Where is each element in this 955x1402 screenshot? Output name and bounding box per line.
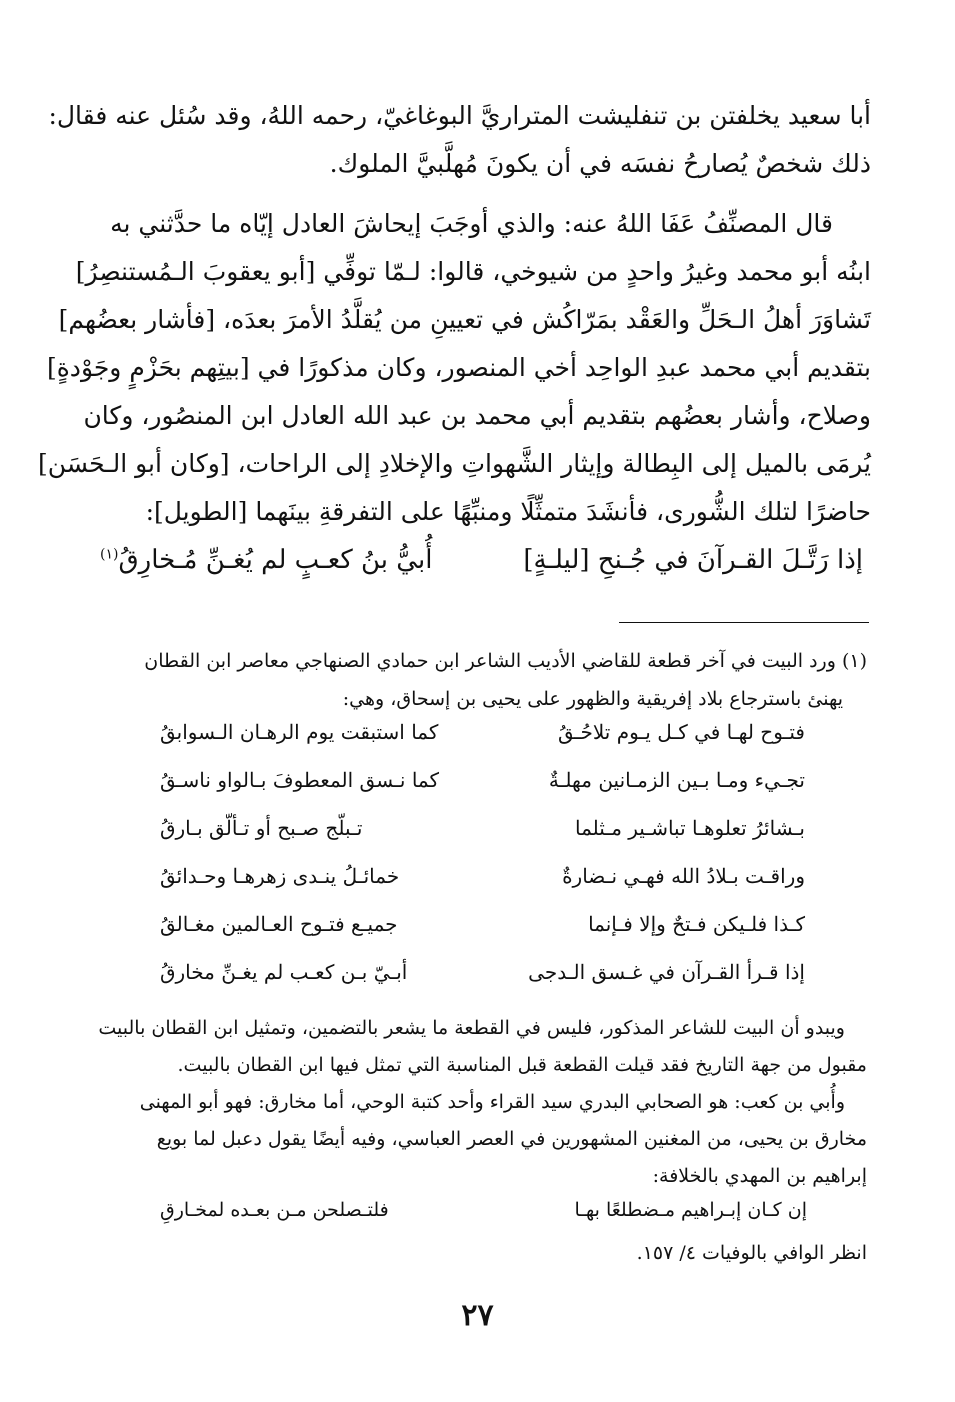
poem-verse — [160, 904, 805, 952]
poem-verse — [160, 808, 805, 856]
footnote-line: إبراهيم بن المهدي بالخلافة: — [652, 1165, 867, 1187]
footnote-line: وأُبي بن كعب: هو الصحابي البدري سيد القراء وأحد كتبة الوحي، أما مخارق: فهو أبو المهنى — [139, 1091, 845, 1113]
poem-verse — [160, 856, 805, 904]
footnote-verse — [128, 1195, 867, 1235]
footnote-line: مخارق بن يحيى، من المغنين المشهورين في العصر العباسي، وفيه أيضًا يقول دعبل لما بويع — [156, 1128, 867, 1150]
text-line: وصلاح، وأشار بعضُهم بتقديم أبي محمد بن عبد الله العادل ابن المنصُور، وكان — [83, 401, 871, 430]
footnote-line: يهنئ باسترجاع بلاد إفريقية والظهور على يحيى بن إسحاق، وهي: — [342, 688, 843, 710]
footnote-intro — [128, 642, 867, 718]
text-line: ذلك شخصٌ يُصارحُ نفسَه في أن يكونَ مُهلَّبيَّ الملوك. — [329, 149, 871, 178]
main-text — [38, 92, 871, 536]
poem-verse — [160, 760, 805, 808]
poem-second-hemistich: تـبلّج صـبح أو تـألّق بـارقُ — [160, 816, 363, 840]
poem-second-hemistich: جميـع فتـوح العـالمين مغـالقُ — [160, 912, 398, 936]
verse-hemistich-first: إذا رَتَّـلَ القـرآنَ في جُـنحِ [ليلـةٍ] — [523, 545, 863, 575]
footnote-body — [98, 1010, 867, 1272]
footnote-line: مقبول من جهة التاريخ فقد قيلت القطعة قبل المناسبة التي تمثل فيها ابن القطان بالبيت. — [177, 1054, 867, 1076]
footnote-reference: انظر الوافي بالوفيات ٤/ ١٥٧. — [636, 1242, 867, 1264]
text-line: تَشاوَرَ أهلُ الـحَلِّ والعَقْد بمَرّاكُش في تعيينِ من يُقلَّدُ الأمرَ بعدَه، [فأشار بعضُهم] — [58, 305, 871, 334]
footnote-line: (١) ورد البيت في آخر قطعة للقاضي الأديب الشاعر ابن حمادي الصنهاجي معاصر ابن القطان — [144, 650, 867, 672]
text-line: قال المصنِّفُ عَفَا اللهُ عنه: والذي أوجَبَ إيحاشَ العادل إيّاه ما حدَّثني به — [110, 209, 833, 238]
main-verse — [90, 545, 863, 595]
footnote-poem — [160, 712, 805, 1000]
poem-second-hemistich: أبـيّ بـن كعـب لم يغـنِّ مخارقُ — [160, 960, 408, 984]
poem-second-hemistich: خمائـلُ ينـدى زهرهـا وحـدائقُ — [160, 864, 400, 888]
text-line: ابنُه أبو محمد وغيرُ واحدٍ من شيوخي، قالوا: لـمّا توفِّي [أبو يعقوبَ الـمُستنصِرُ] — [75, 257, 871, 286]
footnote-verse-second: فلتـصلحن مـن بعـده لمخـارقِ — [160, 1199, 389, 1221]
footnote-marker: (١) — [100, 546, 119, 563]
verse-hemistich-second-text: أُبيُّ بنُ كعـبٍ لم يُغـنِّ مُـخارِقُ — [118, 545, 433, 575]
page-number: ٢٧ — [461, 1298, 494, 1333]
text-line: أبا سعيد يخلفتن بن تنفليشت المتراريَّ البوغاغيّ، رحمه اللهُ، وقد سُئل عنه فقال: — [48, 101, 871, 130]
poem-first-hemistich: فتـوح لهـا في كـل يـوم تلاحُـقُ — [557, 720, 805, 744]
poem-first-hemistich: إذا قـرأ القـرآن في غـسق الـدجى — [528, 960, 805, 984]
footnote-line: ويبدو أن البيت للشاعر المذكور، فليس في القطعة ما يشعر بالتضمين، وتمثيل ابن القطان بالبيت — [98, 1017, 845, 1039]
poem-first-hemistich: بـشائرُ تعلوهـا تباشـير مـثلما — [575, 816, 805, 840]
verse-hemistich-second — [100, 545, 432, 575]
poem-verse — [160, 712, 805, 760]
text-line: بتقديم أبي محمد عبدِ الواحِد أخي المنصور، وكان مذكورًا في [بيتِهم بحَزْمٍ وجَوْدةٍ] — [46, 353, 871, 382]
poem-first-hemistich: وراقـت بـلادُ الله فهـي نـضارةٌ — [562, 864, 805, 888]
footnote-separator — [619, 622, 869, 623]
text-line: يُرمَى بالميل إلى البِطالة وإيثار الشَّهواتِ والإخلادِ إلى الراحات، [وكان أبو الـحَسَن] — [38, 449, 871, 478]
footnote-verse-first: إن كـان إبـراهيم مـضطلعًا بهـا — [574, 1199, 807, 1221]
poem-verse — [160, 952, 805, 1000]
poem-second-hemistich: كما استبقت يوم الرهـان الـسوابقُ — [160, 720, 439, 744]
text-line: حاضرًا لتلك الشُّورى، فأنشَدَ متمثِّلًا ومنبِّهًا على التفرقةِ بينَهما [الطويل]: — [145, 497, 871, 526]
poem-second-hemistich: كما نـسق المعطوفَ بـالواو ناسـقُ — [160, 768, 440, 792]
poem-first-hemistich: كـذا فلـيكن فـتحٌ وإلا فـإنما — [588, 912, 805, 936]
poem-first-hemistich: تجـيء ومـا بـين الزمـانين مهلـةٌ — [548, 768, 805, 792]
